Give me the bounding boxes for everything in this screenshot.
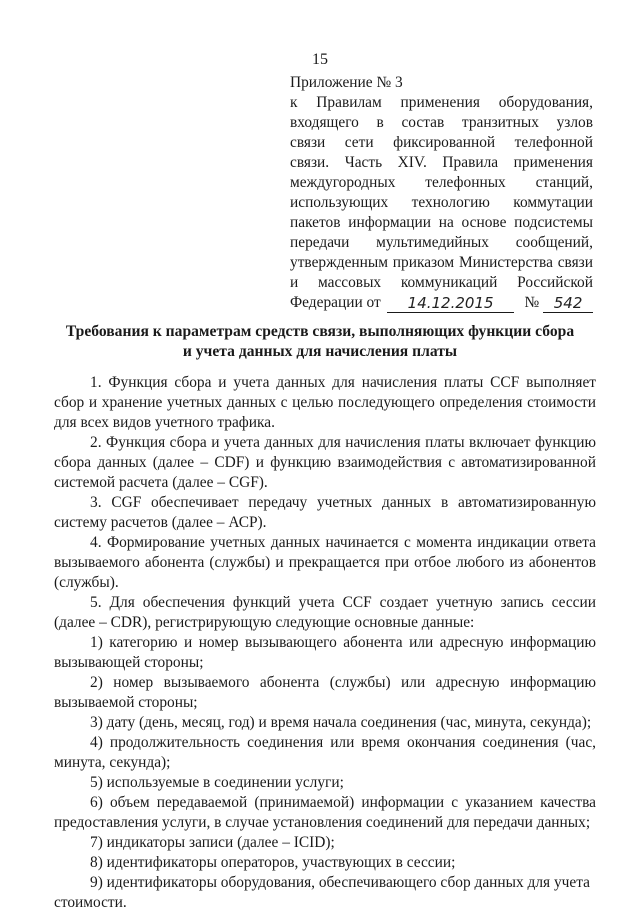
list-item: 7) индикаторы записи (далее – ICID); [90, 834, 335, 851]
paragraph: 2. Функция сбора и учета данных для начисления платы включает функцию сбора данных (далее – CDF) и функцию взаимодействия с автоматизированной системой расчета (далее – CGF). [54, 434, 596, 491]
list-item: 5) используемые в соединении услуги; [90, 774, 344, 791]
order-number: 542 [543, 294, 593, 313]
list-item: 1) категорию и номер вызывающего абонента или адресную информацию вызывающей стороны; [54, 634, 596, 671]
appendix-line: передачи мультимедийных сообщений, [290, 234, 593, 251]
appendix-line: утвержденным приказом Министерства связи [290, 254, 593, 271]
appendix-line: входящего в состав транзитных узлов [290, 114, 593, 131]
appendix-line: и массовых коммуникаций Российской [290, 274, 593, 291]
paragraph: 1. Функция сбора и учета данных для начисления платы CCF выполняет сбор и хранение учетных данных с целью последующего определения стоимости для всех видов учетного трафика. [54, 374, 596, 431]
appendix-block [290, 73, 593, 313]
list-item: 3) дату (день, месяц, год) и время начала соединения (час, минута, секунда); [90, 714, 592, 731]
paragraph: 4. Формирование учетных данных начинается с момента индикации ответа вызываемого абонента (службы) и прекращается при отбое любого из абонентов (службы). [54, 534, 596, 591]
appendix-line: связи. Часть XIV. Правила применения [290, 154, 593, 171]
paragraph: 3. CGF обеспечивает передачу учетных данных в автоматизированную систему расчетов (далее – АСР). [54, 494, 596, 531]
section-heading [40, 322, 600, 362]
appendix-line: пакетов информации на основе подсистемы [290, 214, 593, 231]
order-date: 14.12.2015 [387, 294, 515, 313]
order-number-label: № [524, 294, 540, 311]
list-item: 2) номер вызываемого абонента (службы) или адресную информацию вызываемой стороны; [54, 674, 596, 711]
list-item: 9) идентификаторы оборудования, обеспечивающего сбор данных для учета стоимости. [54, 874, 590, 911]
appendix-line: междугородных телефонных станций, [290, 174, 593, 191]
page-number: 15 [312, 51, 328, 68]
order-reference [290, 293, 593, 313]
appendix-line: использующих технологию коммутации [290, 194, 593, 211]
appendix-line: к Правилам применения оборудования, [290, 94, 593, 111]
appendix-title: Приложение № 3 [290, 74, 403, 91]
heading-line: Требования к параметрам средств связи, выполняющих функции сбора [65, 323, 575, 340]
paragraph: 5. Для обеспечения функций учета CCF создает учетную запись сессии (далее – CDR), регистрирующую следующие основные данные: [54, 594, 596, 631]
list-item: 4) продолжительность соединения или время окончания соединения (час, минута, секунда); [54, 734, 596, 771]
order-prefix: Федерации от [290, 294, 381, 311]
appendix-line: связи сети фиксированной телефонной [290, 134, 593, 151]
list-item: 8) идентификаторы операторов, участвующих в сессии; [90, 854, 456, 871]
heading-line: и учета данных для начисления платы [182, 343, 458, 360]
list-item: 6) объем передаваемой (принимаемой) информации с указанием качества предоставления услуги, в случае установления соединений для передачи данных; [54, 794, 596, 831]
requirements-body [54, 373, 596, 913]
